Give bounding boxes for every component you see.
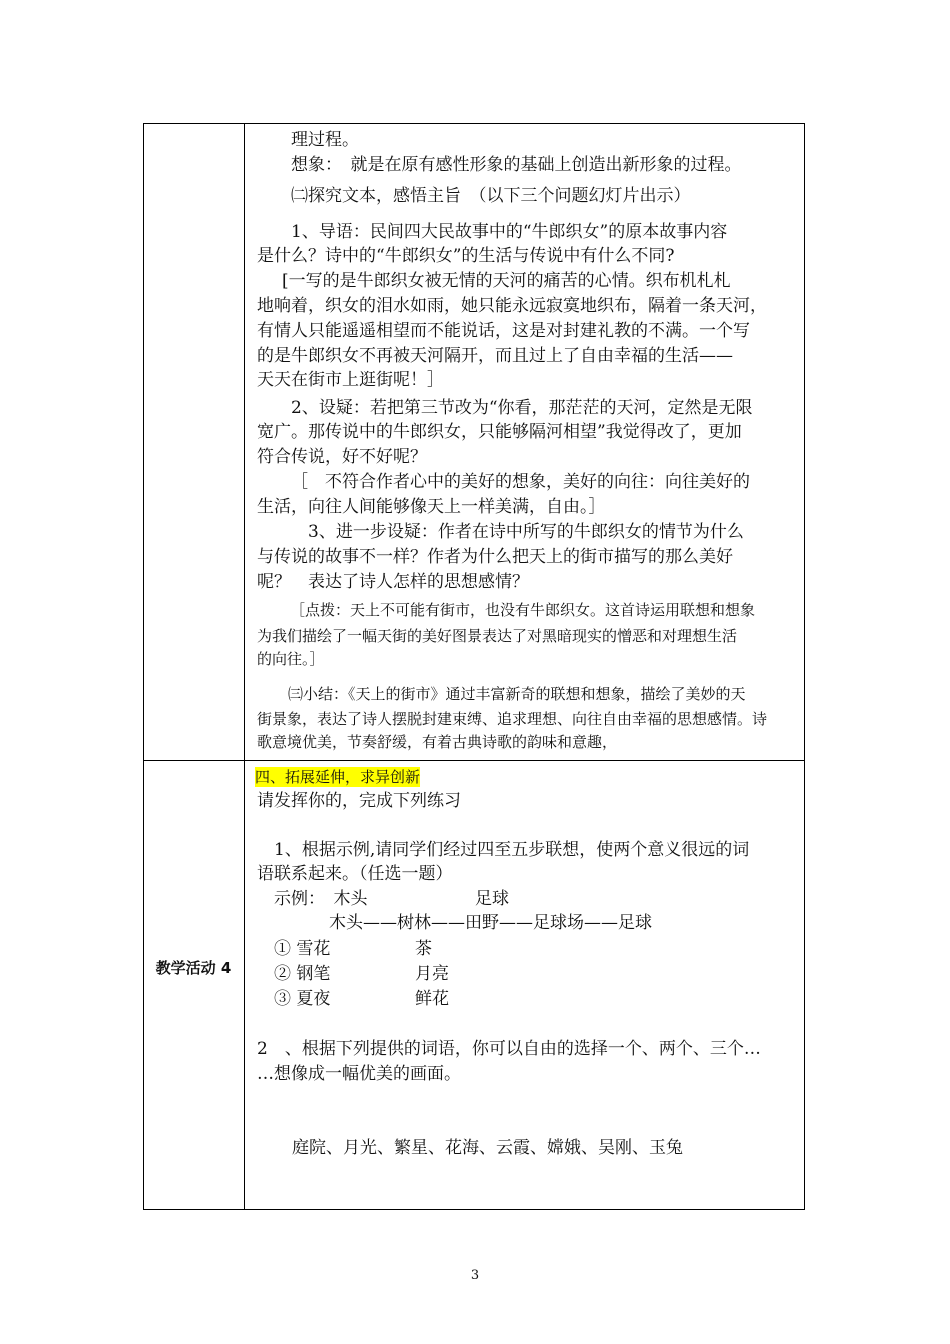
summary-text: 歌意境优美，节奏舒缓，有着古典诗歌的韵味和意趣， [257, 733, 618, 751]
word-pair-end: 茶 [415, 939, 432, 959]
exercise-2: 2 、根据下列提供的词语，你可以自由的选择一个、两个、三个… [257, 1039, 761, 1059]
word-pair-end: 月亮 [415, 964, 449, 984]
summary-text: 街景象，表达了诗人摆脱封建束缚、追求理想、向往自由幸福的思想感情。诗 [257, 710, 768, 728]
text-line: 语联系起来。（任选一题） [257, 864, 453, 884]
word-list: 庭院、月光、繁星、花海、云霞、嫦娥、吴刚、玉兔 [292, 1138, 683, 1158]
word-pair-end: 鲜花 [415, 989, 449, 1009]
example-label: 示例： 木头 [274, 889, 368, 909]
answer-text: ［ 不符合作者心中的美好的想象，美好的向往：向往美好的 [291, 472, 750, 492]
section-heading: 四、拓展延伸，求异创新 [255, 768, 421, 786]
text-line: 与传说的故事不一样？作者为什么把天上的街市描写的那么美好 [257, 547, 733, 567]
text-line: 想象： 就是在原有感性形象的基础上创造出新形象的过程。 [291, 155, 742, 175]
text-line: 宽广。那传说中的牛郎织女，只能够隔河相望”我觉得改了，更加 [257, 422, 742, 442]
exercise-1: 1、根据示例,请同学们经过四至五步联想，使两个意义很远的词 [274, 840, 750, 860]
answer-text: 有情人只能遥遥相望而不能说话，这是对封建礼教的不满。一个写 [257, 321, 750, 341]
text-line: 呢？ 表达了诗人怎样的思想感情？ [257, 572, 529, 592]
example-target: 足球 [475, 889, 509, 909]
hint-text: ［点拨：天上不可能有街市，也没有牛郎织女。这首诗运用联想和想象 [290, 601, 756, 619]
question-3: 3、进一步设疑：作者在诗中所写的牛郎织女的情节为什么 [308, 522, 744, 542]
instruction-text: 请发挥你的，完成下列练习 [257, 791, 461, 811]
example-chain: 木头——树林——田野——足球场——足球 [329, 913, 652, 933]
question-2: 2、设疑：若把第三节改为“你看，那茫茫的天河，定然是无限 [291, 398, 753, 418]
hint-text: 的向往。］ [257, 650, 325, 668]
word-pair-start: ① 雪花 [274, 939, 331, 959]
word-pair-start: ② 钢笔 [274, 964, 331, 984]
answer-text: [一写的是牛郎织女被无情的天河的痛苦的心情。织布机札札 [282, 271, 731, 291]
column-divider [244, 123, 245, 1210]
answer-text: 的是牛郎织女不再被天河隔开，而且过上了自由幸福的生活—— [257, 346, 733, 366]
answer-text: 地响着，织女的泪水如雨，她只能永远寂寞地织布，隔着一条天河， [257, 296, 767, 316]
text-line: 符合传说，好不好呢？ [257, 447, 427, 467]
page-number: 3 [470, 1268, 480, 1283]
text-line: …想像成一幅优美的画面。 [257, 1064, 461, 1084]
answer-text: 天天在街市上逛街呢！］ [257, 370, 444, 390]
answer-text: 生活，向往人间能够像天上一样美满，自由。］ [257, 497, 606, 517]
summary-text: ㈢小结：《天上的街市》通过丰富新奇的联想和想象，描绘了美妙的天 [288, 685, 746, 703]
hint-text: 为我们描绘了一幅天街的美好图景表达了对黑暗现实的憎恶和对理想生活 [257, 627, 738, 645]
section-heading: ㈡探究文本，感悟主旨 （以下三个问题幻灯片出示） [291, 186, 691, 206]
activity-label: 教学活动 4 [155, 959, 232, 977]
question-1: 1、导语：民间四大民故事中的“牛郎织女”的原本故事内容 [291, 222, 728, 242]
row-divider [143, 760, 805, 761]
text-line: 理过程。 [291, 130, 359, 150]
text-line: 是什么？诗中的“牛郎织女”的生活与传说中有什么不同? [257, 246, 675, 266]
word-pair-start: ③ 夏夜 [274, 989, 331, 1009]
